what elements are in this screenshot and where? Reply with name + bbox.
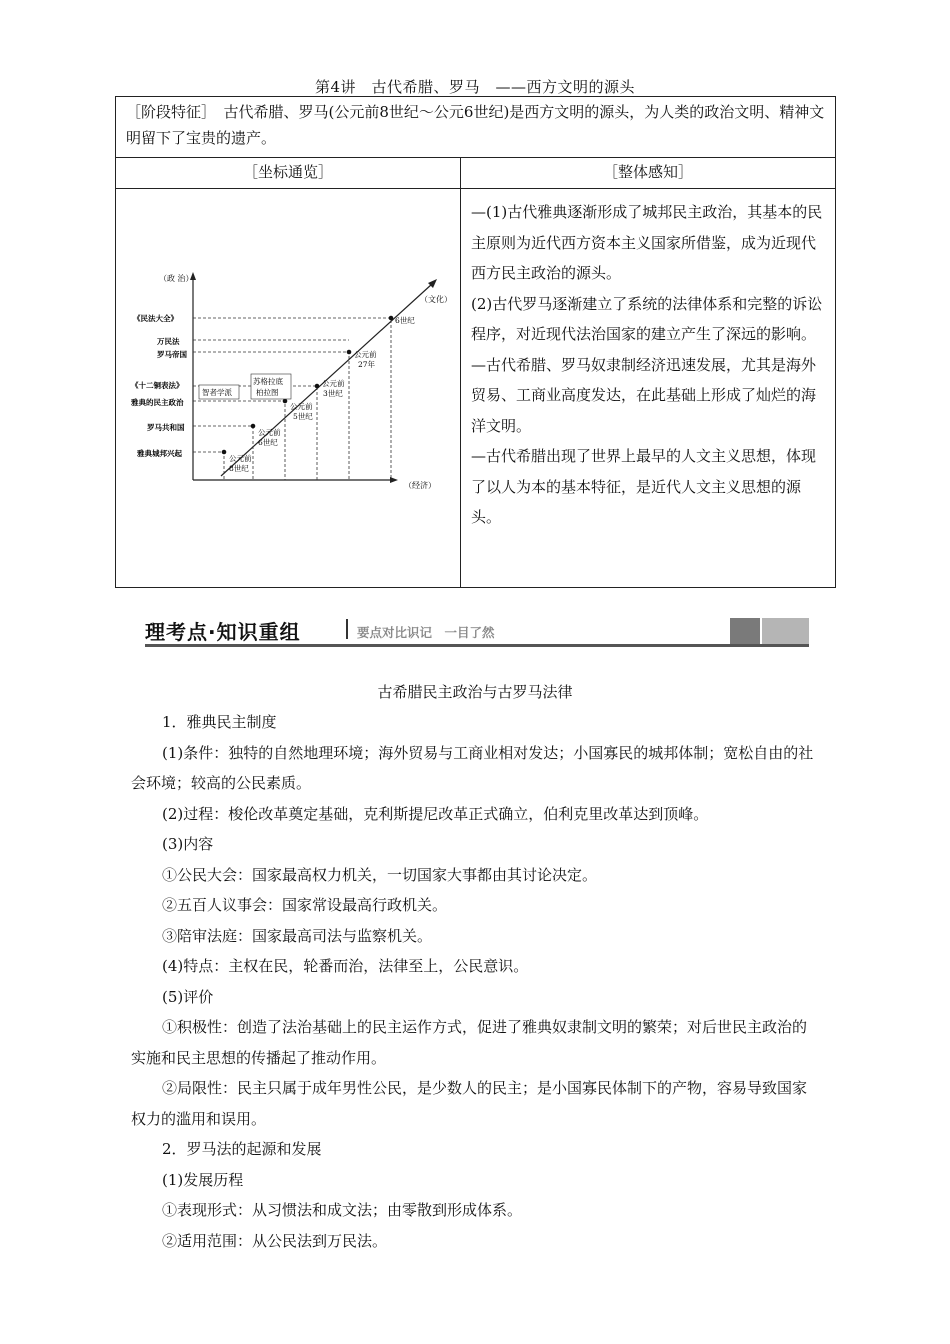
point-label: 8世纪 — [229, 464, 249, 473]
body-paragraph: ③陪审法庭：国家最高司法与监察机关。 — [162, 926, 433, 945]
banner-title: 理考点·知识重组 — [145, 620, 301, 644]
y-label: 罗马帝国 — [157, 350, 187, 359]
timeline-point — [347, 350, 352, 355]
timeline-point — [222, 450, 227, 455]
body-paragraph: (3)内容 — [162, 835, 214, 853]
stage-features: ［阶段特征］ 古代希腊、罗马(公元前8世纪～公元6世纪)是西方文明的源头，为人类的政治文明、精神文明留下了宝贵的遗产。 — [116, 97, 836, 158]
body-paragraph: ②五百人议事会：国家常设最高行政机关。 — [162, 896, 448, 914]
concept-box-label: 智者学派 — [202, 388, 232, 397]
page-title: 第4讲 古代希腊、罗马 ——西方文明的源头 — [314, 78, 636, 96]
body-paragraph: (5)评价 — [162, 987, 214, 1006]
guide-line — [193, 386, 317, 480]
body-paragraph: (4)特点：主权在民，轮番而治，法律至上，公民意识。 — [162, 957, 529, 975]
summary-paragraph: —(1)古代雅典逐渐形成了城邦民主政治，其基本的民主原则为近代西方资本主义国家所借鉴，成为近现代西方民主政治的源头。 — [471, 203, 823, 282]
diagonal-label: （文化） — [420, 295, 452, 304]
point-label: 6世纪 — [258, 438, 278, 447]
body-paragraph: 2．罗马法的起源和发展 — [162, 1140, 322, 1158]
summary-paragraph: (2)古代罗马逐渐建立了系统的法律体系和完整的诉讼程序，对近现代法治国家的建立产生了深远的影响。 — [471, 294, 823, 343]
body-paragraph: ①表现形式：从习惯法和成文法；由零散到形成体系。 — [162, 1201, 523, 1219]
point-label: 公元前 — [290, 402, 313, 411]
point-label: 公元前 — [354, 350, 377, 359]
concept-box-label: 苏格拉底 — [253, 377, 283, 386]
y-label: 罗马共和国 — [147, 423, 185, 432]
body-paragraph: ①公民大会：国家最高权力机关，一切国家大事都由其讨论决定。 — [162, 865, 598, 884]
body-paragraph: ①积极性：创造了法治基础上的民主运作方式，促进了雅典奴隶制文明的繁荣；对后世民主政治的实施和民主思想的传播起了推动作用。 — [131, 1018, 808, 1067]
timeline-diagram — [117, 190, 459, 582]
point-label: 公元前 — [322, 379, 345, 388]
banner-block-light — [762, 618, 809, 644]
body-text — [131, 707, 821, 1256]
y-label: 万民法 — [157, 337, 180, 346]
timeline-point — [315, 384, 320, 389]
point-label: 公元前 — [229, 454, 252, 463]
y-label: 《十二铜表法》 — [131, 381, 184, 390]
timeline-diagram-cell — [116, 189, 461, 588]
point-label: 5世纪 — [293, 412, 313, 421]
y-label: 《民法大全》 — [133, 314, 178, 323]
summary-cell — [461, 189, 836, 588]
section-banner — [145, 616, 809, 648]
timeline-point — [251, 424, 256, 429]
point-label: 3世纪 — [323, 389, 343, 398]
body-paragraph: ②局限性：民主只属于成年男性公民，是少数人的民主；是小国寡民体制下的产物，容易导致国家权力的滥用和误用。 — [131, 1079, 808, 1128]
concept-box-label: 柏拉图 — [256, 388, 279, 397]
section-title: 古希腊民主政治与古罗马法律 — [377, 683, 573, 701]
point-label: 27年 — [358, 360, 376, 369]
summary-paragraph: —古代希腊出现了世界上最早的人文主义思想，体现了以人为本的基本特征，是近代人文主义思想的源头。 — [471, 447, 817, 526]
banner-separator — [346, 619, 348, 639]
banner-underline — [145, 644, 809, 647]
body-paragraph: (2)过程：梭伦改革奠定基础，克利斯提尼改革正式确立，伯利克里改革达到顶峰。 — [162, 804, 709, 823]
banner-subtitle: 要点对比识记 一目了然 — [357, 625, 495, 640]
x-axis-label: （经济） — [404, 481, 436, 490]
banner-block-dark — [730, 618, 760, 644]
header-coordinate-overview: ［坐标通览］ — [116, 158, 461, 189]
guide-line — [193, 352, 349, 480]
body-paragraph: (1)条件：独特的自然地理环境；海外贸易与工商业相对发达；小国寡民的城邦体制；宽松自由的社会环境；较高的公民素质。 — [131, 743, 814, 792]
body-paragraph: 1．雅典民主制度 — [162, 713, 277, 731]
point-label: 公元前 — [258, 428, 281, 437]
y-label: 雅典的民主政治 — [131, 398, 184, 407]
y-label: 雅典城邦兴起 — [137, 449, 182, 458]
timeline-point — [389, 316, 394, 321]
timeline-point — [283, 399, 288, 404]
y-axis-label: （政 治） — [159, 274, 194, 283]
guide-line — [193, 452, 224, 480]
body-paragraph: (1)发展历程 — [162, 1170, 244, 1189]
header-overall-perception: ［整体感知］ — [461, 158, 836, 189]
body-paragraph: ②适用范围：从公民法到万民法。 — [162, 1231, 388, 1250]
summary-paragraph: —古代希腊、罗马奴隶制经济迅速发展，尤其是海外贸易、工商业高度发达，在此基础上形成了灿烂的海洋文明。 — [471, 355, 817, 435]
point-label: 6世纪 — [395, 316, 415, 325]
overview-table — [115, 96, 836, 588]
